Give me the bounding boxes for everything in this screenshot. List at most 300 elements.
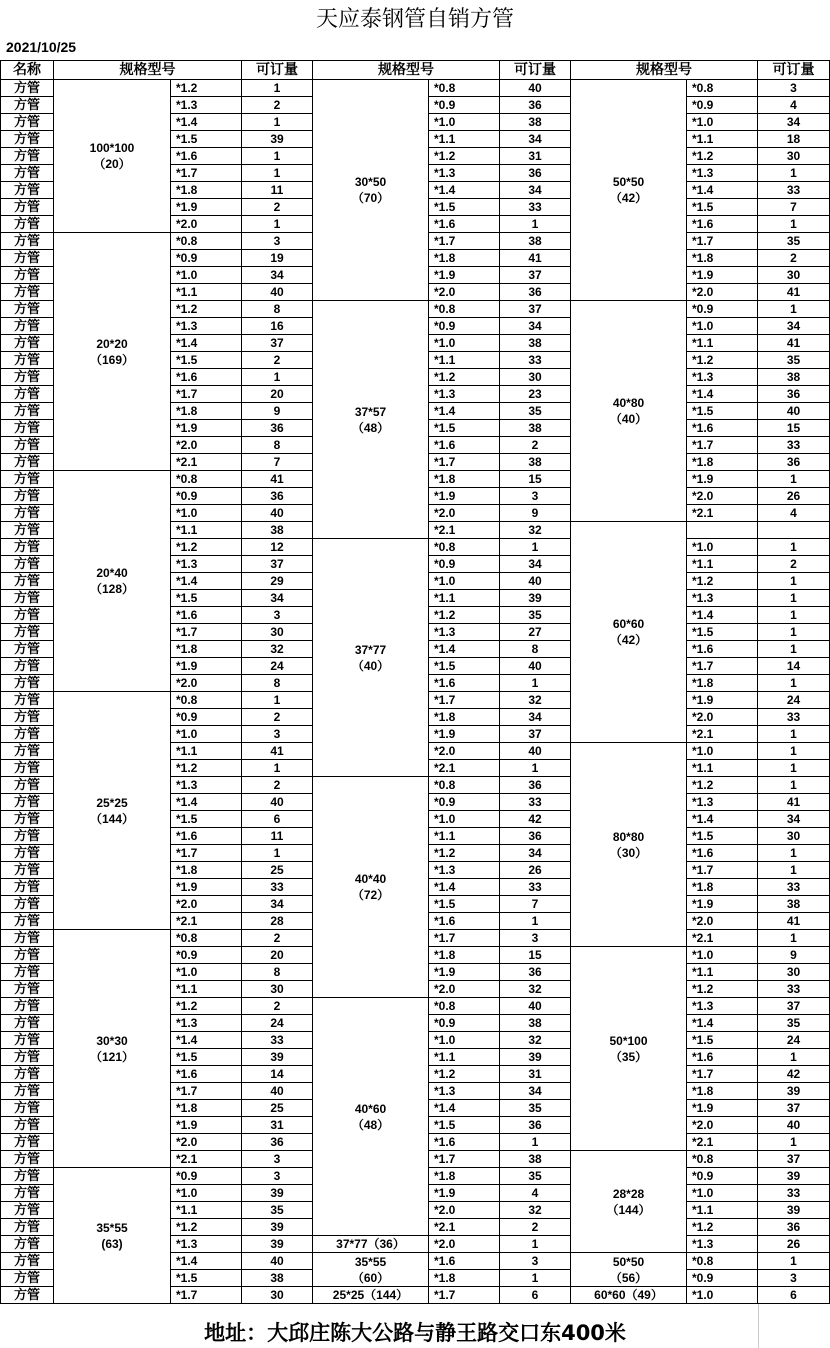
product-name-cell: 方管 bbox=[1, 539, 54, 556]
quantity-cell: 33 bbox=[758, 1185, 830, 1202]
quantity-cell: 1 bbox=[500, 913, 571, 930]
thickness-cell: *1.2 bbox=[687, 981, 758, 998]
thickness-cell: *0.9 bbox=[171, 1168, 242, 1185]
quantity-cell: 16 bbox=[242, 318, 313, 335]
quantity-cell: 41 bbox=[758, 335, 830, 352]
quantity-cell: 30 bbox=[758, 267, 830, 284]
thickness-cell: *1.8 bbox=[171, 403, 242, 420]
product-name-cell: 方管 bbox=[1, 488, 54, 505]
thickness-cell: *2.1 bbox=[171, 913, 242, 930]
quantity-cell: 33 bbox=[242, 1032, 313, 1049]
product-name-cell: 方管 bbox=[1, 403, 54, 420]
thickness-cell: *1.3 bbox=[429, 165, 500, 182]
thickness-cell: *1.3 bbox=[171, 777, 242, 794]
quantity-cell: 1 bbox=[242, 80, 313, 97]
quantity-cell: 11 bbox=[242, 182, 313, 199]
quantity-cell: 40 bbox=[242, 1253, 313, 1270]
thickness-cell: *1.4 bbox=[687, 182, 758, 199]
quantity-cell: 24 bbox=[758, 1032, 830, 1049]
thickness-cell: *0.9 bbox=[429, 556, 500, 573]
quantity-cell: 3 bbox=[242, 233, 313, 250]
quantity-cell: 38 bbox=[500, 1151, 571, 1168]
thickness-cell: *0.8 bbox=[171, 471, 242, 488]
quantity-cell: 34 bbox=[500, 1083, 571, 1100]
thickness-cell: *1.7 bbox=[429, 233, 500, 250]
thickness-cell: *0.9 bbox=[171, 947, 242, 964]
quantity-cell: 2 bbox=[242, 97, 313, 114]
product-name-cell: 方管 bbox=[1, 998, 54, 1015]
product-name-cell: 方管 bbox=[1, 1083, 54, 1100]
quantity-cell: 36 bbox=[758, 454, 830, 471]
thickness-cell: *1.4 bbox=[171, 573, 242, 590]
thickness-cell: *0.8 bbox=[687, 80, 758, 97]
quantity-cell: 1 bbox=[758, 165, 830, 182]
quantity-cell: 41 bbox=[242, 743, 313, 760]
header-row bbox=[1, 61, 830, 80]
thickness-cell: *1.3 bbox=[171, 556, 242, 573]
thickness-cell: *1.5 bbox=[687, 1032, 758, 1049]
thickness-cell: *1.0 bbox=[687, 114, 758, 131]
quantity-cell: 35 bbox=[500, 403, 571, 420]
thickness-cell: *1.2 bbox=[687, 573, 758, 590]
thickness-cell: *2.0 bbox=[429, 1236, 500, 1253]
thickness-cell: *1.9 bbox=[171, 1117, 242, 1134]
thickness-cell: *1.1 bbox=[429, 828, 500, 845]
quantity-cell: 6 bbox=[758, 1287, 830, 1304]
thickness-cell: *1.2 bbox=[171, 539, 242, 556]
thickness-cell: *2.1 bbox=[429, 1219, 500, 1236]
thickness-cell: *1.5 bbox=[687, 624, 758, 641]
thickness-cell: *1.3 bbox=[429, 862, 500, 879]
quantity-cell: 38 bbox=[500, 454, 571, 471]
quantity-cell: 30 bbox=[500, 369, 571, 386]
thickness-cell: *2.0 bbox=[429, 505, 500, 522]
quantity-cell: 1 bbox=[500, 760, 571, 777]
quantity-cell: 2 bbox=[500, 1219, 571, 1236]
spec-group-cell: 28*28 （144） bbox=[571, 1151, 687, 1253]
spec-group-cell: 25*25（144） bbox=[313, 1287, 429, 1304]
spec-group-cell: 25*25 （144） bbox=[54, 692, 171, 930]
quantity-cell: 9 bbox=[758, 947, 830, 964]
thickness-cell: *2.1 bbox=[687, 726, 758, 743]
quantity-cell: 1 bbox=[758, 539, 830, 556]
quantity-cell: 33 bbox=[758, 709, 830, 726]
product-name-cell: 方管 bbox=[1, 182, 54, 199]
product-name-cell: 方管 bbox=[1, 369, 54, 386]
quantity-cell: 1 bbox=[758, 471, 830, 488]
qty-header: 可订量 bbox=[500, 61, 571, 80]
quantity-cell: 1 bbox=[758, 216, 830, 233]
thickness-cell: *1.9 bbox=[171, 658, 242, 675]
thickness-cell: *1.0 bbox=[687, 539, 758, 556]
quantity-cell: 24 bbox=[758, 692, 830, 709]
thickness-cell: *2.0 bbox=[429, 743, 500, 760]
thickness-cell: *1.2 bbox=[171, 998, 242, 1015]
thickness-cell: *1.6 bbox=[171, 607, 242, 624]
thickness-cell: *1.4 bbox=[687, 386, 758, 403]
thickness-cell: *1.2 bbox=[429, 845, 500, 862]
spec-group-cell: 50*50 （42） bbox=[571, 80, 687, 301]
product-name-cell: 方管 bbox=[1, 335, 54, 352]
thickness-cell: *1.7 bbox=[687, 1066, 758, 1083]
thickness-cell: *1.0 bbox=[429, 573, 500, 590]
thickness-cell: *1.3 bbox=[687, 998, 758, 1015]
quantity-cell: 39 bbox=[758, 1168, 830, 1185]
thickness-cell: *1.2 bbox=[687, 1219, 758, 1236]
quantity-cell: 30 bbox=[242, 624, 313, 641]
quantity-cell: 1 bbox=[500, 1134, 571, 1151]
quantity-cell: 38 bbox=[500, 420, 571, 437]
thickness-cell: *1.3 bbox=[687, 794, 758, 811]
thickness-cell: *1.8 bbox=[429, 250, 500, 267]
quantity-cell: 2 bbox=[242, 777, 313, 794]
thickness-cell: *1.0 bbox=[171, 267, 242, 284]
thickness-cell: *2.0 bbox=[687, 709, 758, 726]
spec-group-cell: 100*100 （20） bbox=[54, 80, 171, 233]
quantity-cell: 1 bbox=[242, 165, 313, 182]
quantity-cell: 1 bbox=[758, 777, 830, 794]
inventory-table-container bbox=[0, 60, 830, 1304]
quantity-cell: 4 bbox=[758, 97, 830, 114]
thickness-cell: *1.2 bbox=[429, 148, 500, 165]
thickness-cell: *1.1 bbox=[171, 743, 242, 760]
quantity-cell: 36 bbox=[500, 284, 571, 301]
thickness-cell: *1.5 bbox=[171, 811, 242, 828]
quantity-cell: 1 bbox=[758, 1134, 830, 1151]
thickness-cell: *2.0 bbox=[429, 284, 500, 301]
product-name-cell: 方管 bbox=[1, 267, 54, 284]
thickness-cell: *1.5 bbox=[171, 131, 242, 148]
quantity-cell: 2 bbox=[242, 352, 313, 369]
quantity-cell: 28 bbox=[242, 913, 313, 930]
thickness-cell: *1.9 bbox=[687, 471, 758, 488]
thickness-cell: *1.7 bbox=[429, 1151, 500, 1168]
product-name-cell: 方管 bbox=[1, 675, 54, 692]
thickness-cell: *1.9 bbox=[429, 1185, 500, 1202]
quantity-cell: 33 bbox=[500, 199, 571, 216]
quantity-cell: 39 bbox=[242, 131, 313, 148]
quantity-cell: 39 bbox=[242, 1049, 313, 1066]
quantity-cell: 39 bbox=[758, 1202, 830, 1219]
product-name-cell: 方管 bbox=[1, 284, 54, 301]
quantity-cell: 35 bbox=[758, 352, 830, 369]
thickness-cell: *1.7 bbox=[687, 437, 758, 454]
thickness-cell: *1.9 bbox=[429, 964, 500, 981]
thickness-cell: *1.8 bbox=[687, 879, 758, 896]
quantity-cell: 37 bbox=[758, 1151, 830, 1168]
thickness-cell: *1.0 bbox=[687, 1185, 758, 1202]
product-name-cell: 方管 bbox=[1, 216, 54, 233]
thickness-cell: *1.4 bbox=[687, 811, 758, 828]
thickness-cell: *1.5 bbox=[687, 828, 758, 845]
product-name-cell: 方管 bbox=[1, 590, 54, 607]
thickness-cell: *1.5 bbox=[171, 352, 242, 369]
thickness-cell: *1.8 bbox=[171, 1100, 242, 1117]
thickness-cell: *1.3 bbox=[687, 369, 758, 386]
quantity-cell: 34 bbox=[242, 590, 313, 607]
quantity-cell: 32 bbox=[500, 1202, 571, 1219]
product-name-cell: 方管 bbox=[1, 1100, 54, 1117]
quantity-cell: 4 bbox=[500, 1185, 571, 1202]
thickness-cell: *1.6 bbox=[429, 675, 500, 692]
product-name-cell: 方管 bbox=[1, 777, 54, 794]
spec-header: 规格型号 bbox=[54, 61, 242, 80]
thickness-cell: *2.0 bbox=[687, 1117, 758, 1134]
product-name-cell: 方管 bbox=[1, 743, 54, 760]
quantity-cell: 39 bbox=[242, 1185, 313, 1202]
thickness-cell: *1.8 bbox=[687, 1083, 758, 1100]
thickness-cell: *1.6 bbox=[171, 828, 242, 845]
thickness-cell: *1.3 bbox=[687, 590, 758, 607]
thickness-cell: *1.7 bbox=[429, 692, 500, 709]
thickness-cell: *1.0 bbox=[429, 335, 500, 352]
quantity-cell: 1 bbox=[758, 624, 830, 641]
thickness-cell: *1.7 bbox=[171, 624, 242, 641]
product-name-cell: 方管 bbox=[1, 692, 54, 709]
product-name-cell: 方管 bbox=[1, 165, 54, 182]
product-name-cell: 方管 bbox=[1, 1202, 54, 1219]
product-name-cell: 方管 bbox=[1, 80, 54, 97]
quantity-cell: 33 bbox=[758, 879, 830, 896]
quantity-cell: 7 bbox=[500, 896, 571, 913]
name-header: 名称 bbox=[1, 61, 54, 80]
thickness-cell: *1.4 bbox=[687, 607, 758, 624]
product-name-cell: 方管 bbox=[1, 1049, 54, 1066]
thickness-cell: *1.3 bbox=[171, 1236, 242, 1253]
quantity-cell: 29 bbox=[242, 573, 313, 590]
thickness-cell: *1.2 bbox=[429, 607, 500, 624]
thickness-cell: *0.8 bbox=[171, 233, 242, 250]
quantity-cell: 20 bbox=[242, 947, 313, 964]
quantity-cell: 1 bbox=[500, 216, 571, 233]
report-date: 2021/10/25 bbox=[6, 39, 77, 55]
thickness-cell: *1.4 bbox=[171, 1032, 242, 1049]
thickness-cell: *1.8 bbox=[687, 454, 758, 471]
thickness-cell: *0.9 bbox=[429, 97, 500, 114]
quantity-cell: 32 bbox=[500, 981, 571, 998]
thickness-cell: *1.4 bbox=[429, 1100, 500, 1117]
thickness-cell: *1.0 bbox=[171, 1185, 242, 1202]
thickness-cell: *1.9 bbox=[429, 488, 500, 505]
thickness-cell: *1.4 bbox=[171, 114, 242, 131]
thickness-cell: *1.0 bbox=[687, 947, 758, 964]
quantity-cell: 33 bbox=[758, 437, 830, 454]
table-row bbox=[1, 80, 830, 97]
quantity-cell: 15 bbox=[500, 471, 571, 488]
product-name-cell: 方管 bbox=[1, 250, 54, 267]
product-name-cell: 方管 bbox=[1, 607, 54, 624]
quantity-cell: 1 bbox=[242, 692, 313, 709]
quantity-cell: 41 bbox=[242, 471, 313, 488]
thickness-cell: *1.0 bbox=[429, 1032, 500, 1049]
spec-group-cell: 30*50 （70） bbox=[313, 80, 429, 301]
thickness-cell: *1.3 bbox=[429, 386, 500, 403]
quantity-cell: 24 bbox=[242, 1015, 313, 1032]
quantity-cell: 1 bbox=[242, 114, 313, 131]
quantity-cell: 36 bbox=[500, 964, 571, 981]
thickness-cell: *1.4 bbox=[171, 794, 242, 811]
thickness-cell: *0.9 bbox=[687, 97, 758, 114]
quantity-cell: 38 bbox=[758, 369, 830, 386]
thickness-cell: *1.5 bbox=[429, 420, 500, 437]
thickness-cell: *1.6 bbox=[429, 437, 500, 454]
thickness-cell: *2.0 bbox=[171, 437, 242, 454]
quantity-cell: 35 bbox=[500, 1168, 571, 1185]
product-name-cell: 方管 bbox=[1, 437, 54, 454]
quantity-cell: 1 bbox=[500, 1236, 571, 1253]
thickness-cell: *1.3 bbox=[687, 165, 758, 182]
product-name-cell: 方管 bbox=[1, 420, 54, 437]
quantity-cell: 1 bbox=[242, 369, 313, 386]
thickness-cell: *1.7 bbox=[687, 658, 758, 675]
quantity-cell: 35 bbox=[758, 1015, 830, 1032]
thickness-cell: *1.6 bbox=[687, 420, 758, 437]
quantity-cell: 1 bbox=[758, 845, 830, 862]
quantity-cell: 40 bbox=[242, 505, 313, 522]
thickness-cell: *1.1 bbox=[687, 335, 758, 352]
thickness-cell: *1.8 bbox=[687, 675, 758, 692]
quantity-cell: 36 bbox=[500, 97, 571, 114]
thickness-cell: *1.1 bbox=[429, 1049, 500, 1066]
quantity-cell: 1 bbox=[500, 675, 571, 692]
thickness-cell: *0.8 bbox=[429, 80, 500, 97]
quantity-cell: 2 bbox=[758, 250, 830, 267]
quantity-cell: 36 bbox=[242, 488, 313, 505]
thickness-cell: *1.6 bbox=[687, 216, 758, 233]
quantity-cell: 30 bbox=[758, 964, 830, 981]
thickness-cell: *1.8 bbox=[429, 1270, 500, 1287]
product-name-cell: 方管 bbox=[1, 131, 54, 148]
quantity-cell: 36 bbox=[758, 1219, 830, 1236]
thickness-cell: *1.9 bbox=[687, 692, 758, 709]
product-name-cell: 方管 bbox=[1, 1168, 54, 1185]
quantity-cell: 34 bbox=[500, 318, 571, 335]
thickness-cell: *1.9 bbox=[171, 879, 242, 896]
product-name-cell: 方管 bbox=[1, 828, 54, 845]
thickness-cell: *0.9 bbox=[429, 318, 500, 335]
thickness-cell: *1.6 bbox=[429, 216, 500, 233]
quantity-cell: 38 bbox=[500, 1015, 571, 1032]
thickness-cell: *1.5 bbox=[429, 1117, 500, 1134]
quantity-cell: 26 bbox=[758, 1236, 830, 1253]
quantity-cell: 3 bbox=[758, 80, 830, 97]
quantity-cell: 8 bbox=[242, 675, 313, 692]
product-name-cell: 方管 bbox=[1, 1270, 54, 1287]
quantity-cell: 32 bbox=[500, 1032, 571, 1049]
thickness-cell: *1.3 bbox=[171, 1015, 242, 1032]
grid-line bbox=[758, 1304, 759, 1348]
product-name-cell: 方管 bbox=[1, 845, 54, 862]
thickness-cell: *1.7 bbox=[429, 930, 500, 947]
quantity-cell: 18 bbox=[758, 131, 830, 148]
quantity-cell: 14 bbox=[758, 658, 830, 675]
quantity-cell: 42 bbox=[758, 1066, 830, 1083]
quantity-cell: 3 bbox=[500, 1253, 571, 1270]
thickness-cell: *1.3 bbox=[171, 97, 242, 114]
thickness-cell: *1.4 bbox=[429, 879, 500, 896]
thickness-cell: *1.0 bbox=[687, 318, 758, 335]
quantity-cell: 34 bbox=[758, 318, 830, 335]
thickness-cell: *1.0 bbox=[687, 1287, 758, 1304]
product-name-cell: 方管 bbox=[1, 1253, 54, 1270]
product-name-cell: 方管 bbox=[1, 1151, 54, 1168]
quantity-cell: 33 bbox=[500, 879, 571, 896]
spec-group-cell: 37*77 （40） bbox=[313, 539, 429, 777]
thickness-cell: *1.4 bbox=[171, 1253, 242, 1270]
thickness-cell: *1.1 bbox=[429, 590, 500, 607]
thickness-cell: *1.7 bbox=[171, 165, 242, 182]
thickness-cell: *0.9 bbox=[687, 1168, 758, 1185]
thickness-cell: *2.0 bbox=[171, 675, 242, 692]
thickness-cell: *1.8 bbox=[429, 947, 500, 964]
product-name-cell: 方管 bbox=[1, 522, 54, 539]
thickness-cell: *1.6 bbox=[429, 1253, 500, 1270]
quantity-cell: 34 bbox=[500, 709, 571, 726]
thickness-cell: *1.0 bbox=[171, 726, 242, 743]
quantity-cell: 39 bbox=[758, 1083, 830, 1100]
quantity-cell: 40 bbox=[758, 1117, 830, 1134]
thickness-cell: *1.5 bbox=[171, 590, 242, 607]
quantity-cell: 33 bbox=[758, 182, 830, 199]
quantity-cell: 3 bbox=[758, 1270, 830, 1287]
spec-group-cell: 35*55 (63) bbox=[54, 1168, 171, 1304]
thickness-cell: *1.7 bbox=[687, 233, 758, 250]
thickness-cell: *1.5 bbox=[171, 1049, 242, 1066]
quantity-cell: 1 bbox=[758, 590, 830, 607]
thickness-cell: *1.9 bbox=[687, 1100, 758, 1117]
quantity-cell: 1 bbox=[500, 1270, 571, 1287]
thickness-cell: *1.6 bbox=[171, 148, 242, 165]
thickness-cell: *0.9 bbox=[429, 794, 500, 811]
quantity-cell: 1 bbox=[758, 862, 830, 879]
quantity-cell: 38 bbox=[242, 522, 313, 539]
thickness-cell: *1.8 bbox=[429, 1168, 500, 1185]
quantity-cell: 35 bbox=[242, 1202, 313, 1219]
thickness-cell: *1.4 bbox=[687, 1015, 758, 1032]
product-name-cell: 方管 bbox=[1, 658, 54, 675]
spec-group-cell: 40*40 （72） bbox=[313, 777, 429, 998]
quantity-cell: 8 bbox=[500, 641, 571, 658]
spec-header: 规格型号 bbox=[313, 61, 500, 80]
quantity-cell: 37 bbox=[242, 556, 313, 573]
quantity-cell: 26 bbox=[500, 862, 571, 879]
product-name-cell: 方管 bbox=[1, 386, 54, 403]
quantity-cell: 36 bbox=[242, 420, 313, 437]
thickness-cell: *1.8 bbox=[171, 641, 242, 658]
product-name-cell: 方管 bbox=[1, 947, 54, 964]
product-name-cell: 方管 bbox=[1, 556, 54, 573]
quantity-cell: 1 bbox=[758, 675, 830, 692]
thickness-cell: *2.1 bbox=[171, 454, 242, 471]
product-name-cell: 方管 bbox=[1, 1032, 54, 1049]
thickness-cell: *1.1 bbox=[687, 131, 758, 148]
quantity-cell: 32 bbox=[242, 641, 313, 658]
product-name-cell: 方管 bbox=[1, 233, 54, 250]
quantity-cell: 41 bbox=[758, 913, 830, 930]
quantity-cell: 1 bbox=[242, 845, 313, 862]
thickness-cell: *2.1 bbox=[687, 930, 758, 947]
quantity-cell: 40 bbox=[242, 794, 313, 811]
product-name-cell: 方管 bbox=[1, 896, 54, 913]
thickness-cell: *1.2 bbox=[171, 760, 242, 777]
thickness-cell: *1.9 bbox=[429, 267, 500, 284]
quantity-cell: 39 bbox=[242, 1236, 313, 1253]
thickness-cell: *1.2 bbox=[429, 369, 500, 386]
quantity-cell: 1 bbox=[758, 573, 830, 590]
quantity-cell: 39 bbox=[500, 1049, 571, 1066]
thickness-cell: *1.8 bbox=[171, 862, 242, 879]
quantity-cell: 30 bbox=[242, 981, 313, 998]
